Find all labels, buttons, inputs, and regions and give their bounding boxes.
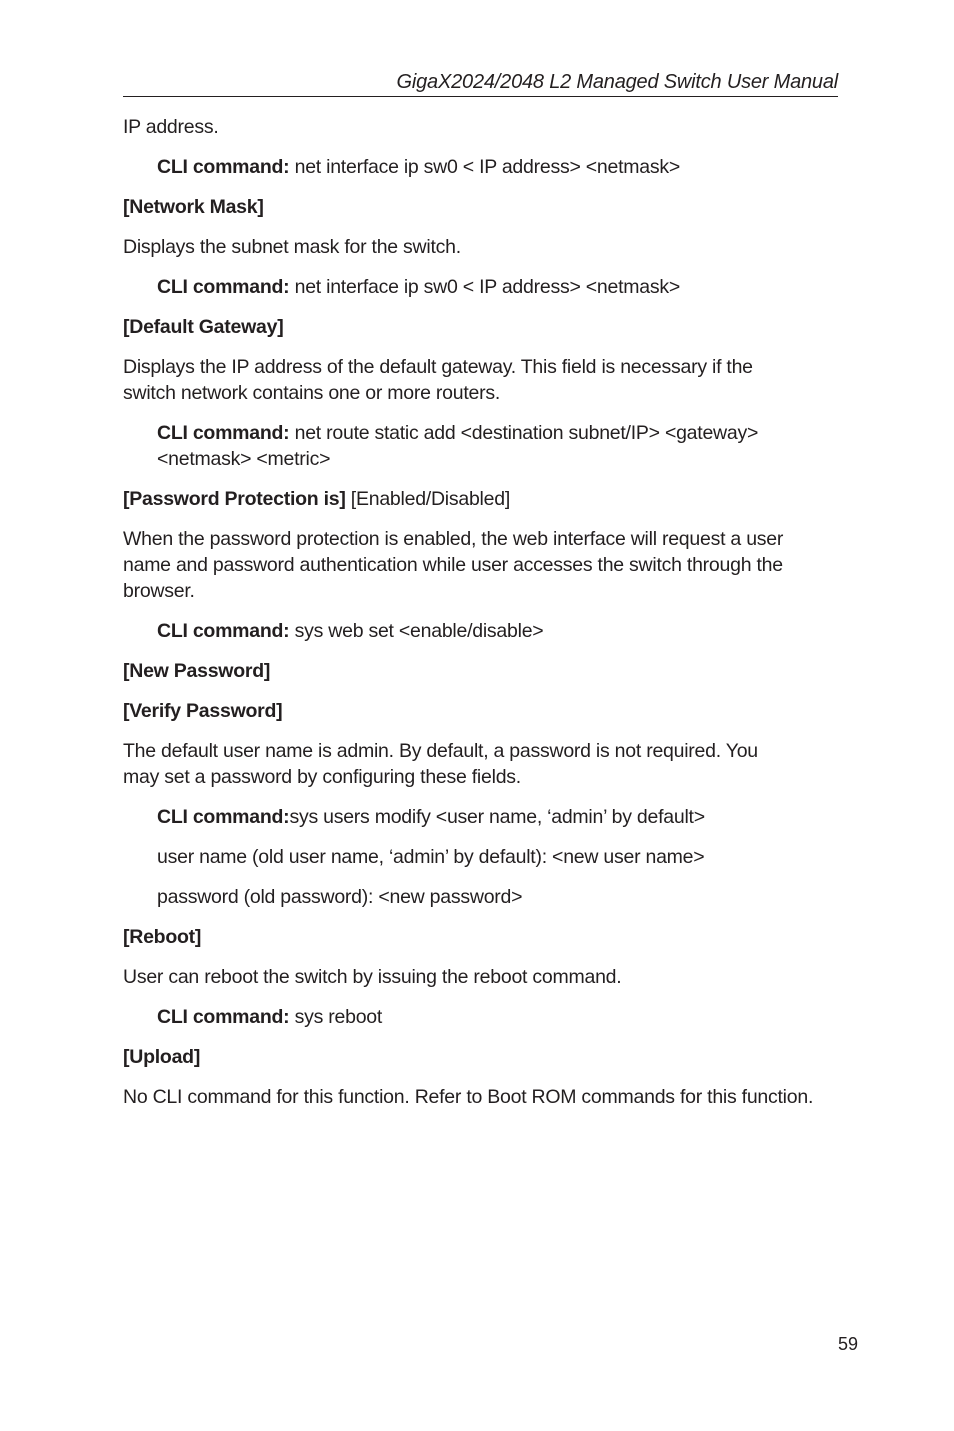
cli-text: net interface ip sw0 < IP address> <netmask> [289, 276, 680, 298]
text-line: name and password authentication while user accesses the switch through the [123, 554, 783, 576]
network-mask-cli-command [157, 274, 843, 300]
password-protection-heading [123, 486, 843, 512]
default-gateway-text [123, 354, 843, 406]
verify-password-cli-line: password (old password): <new password> [157, 886, 523, 908]
page-number: 59 [837, 1334, 858, 1354]
reboot-heading: [Reboot] [123, 926, 202, 948]
cli-label: CLI command: [157, 276, 290, 298]
password-protection-cli-command [157, 618, 843, 644]
page-body [123, 114, 843, 1124]
verify-password-text [123, 738, 843, 790]
network-mask-heading: [Network Mask] [123, 196, 264, 218]
new-password-heading: [New Password] [123, 660, 271, 682]
cli-label: CLI command: [157, 806, 290, 828]
heading-label: [Password Protection is] [123, 488, 346, 510]
cli-text: net interface ip sw0 < IP address> <netmask> [289, 156, 680, 178]
text-line: browser. [123, 580, 195, 602]
text-line: The default user name is admin. By default, a password is not required. You [123, 740, 758, 762]
cli-label: CLI command: [157, 620, 290, 642]
cli-text: <netmask> <metric> [157, 448, 331, 470]
intro-cli-command [157, 154, 843, 180]
cli-text: sys users modify <user name, ‘admin’ by default> [289, 806, 705, 828]
cli-text: net route static add <destination subnet/IP> <gateway> [289, 422, 759, 444]
cli-label: CLI command: [157, 156, 290, 178]
verify-password-cli-command [157, 804, 843, 830]
cli-text: sys reboot [289, 1006, 383, 1028]
default-gateway-cli-command [157, 420, 843, 472]
verify-password-cli-line: user name (old user name, ‘admin’ by default): <new user name> [157, 846, 705, 868]
heading-suffix: [Enabled/Disabled] [345, 488, 511, 510]
cli-text: sys web set <enable/disable> [289, 620, 544, 642]
password-protection-text [123, 526, 843, 604]
text-line: When the password protection is enabled, the web interface will request a user [123, 528, 784, 550]
cli-label: CLI command: [157, 422, 290, 444]
network-mask-text: Displays the subnet mask for the switch. [123, 236, 461, 258]
text-line: Displays the IP address of the default gateway. This field is necessary if the [123, 356, 753, 378]
cli-label: CLI command: [157, 1006, 290, 1028]
reboot-text: User can reboot the switch by issuing the reboot command. [123, 966, 622, 988]
manual-title: GigaX2024/2048 L2 Managed Switch User Manual [396, 71, 838, 93]
text-line: may set a password by configuring these fields. [123, 766, 521, 788]
upload-text: No CLI command for this function. Refer to Boot ROM commands for this function. [123, 1086, 814, 1108]
default-gateway-heading: [Default Gateway] [123, 316, 284, 338]
verify-password-heading: [Verify Password] [123, 700, 283, 722]
reboot-cli-command [157, 1004, 843, 1030]
upload-heading: [Upload] [123, 1046, 201, 1068]
running-header [123, 70, 838, 97]
intro-text: IP address. [123, 116, 219, 138]
text-line: switch network contains one or more routers. [123, 382, 501, 404]
